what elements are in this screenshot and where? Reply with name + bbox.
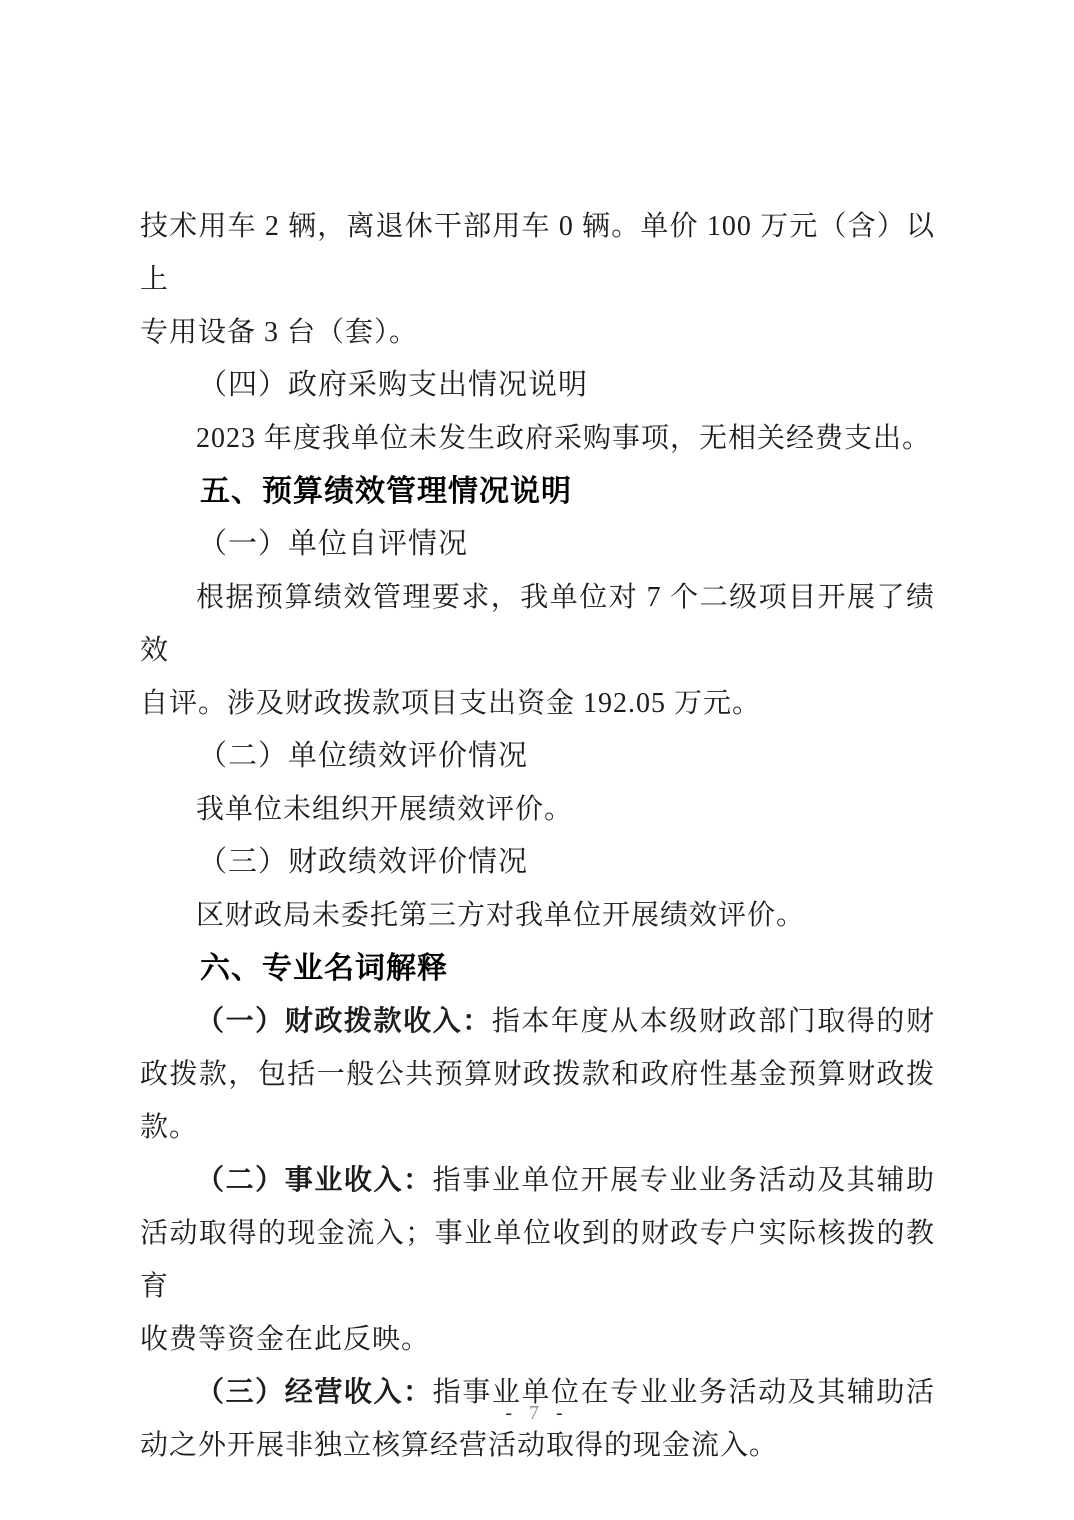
term-definition-line bbox=[140, 1154, 935, 1207]
term-definition-text: 指事业单位开展专业业务活动及其辅助 bbox=[432, 1165, 935, 1196]
body-line: 活动取得的现金流入；事业单位收到的财政专户实际核拨的教育 bbox=[140, 1218, 935, 1302]
body-line: 技术用车 2 辆，离退休干部用车 0 辆。单价 100 万元（含）以上 bbox=[140, 211, 935, 295]
page-number-dash-left: - bbox=[505, 1402, 518, 1424]
subsection-heading-one: （一）单位自评情况 bbox=[198, 528, 469, 560]
body-line: 收费等资金在此反映。 bbox=[140, 1324, 431, 1355]
section-heading-six: 六、专业名词解释 bbox=[200, 952, 448, 985]
body-line: 我单位未组织开展绩效评价。 bbox=[196, 794, 574, 825]
body-line: 款。 bbox=[140, 1112, 199, 1143]
body-line: 区财政局未委托第三方对我单位开展绩效评价。 bbox=[196, 900, 806, 931]
body-line: 根据预算绩效管理要求，我单位对 7 个二级项目开展了绩效 bbox=[140, 582, 935, 666]
term-definition-line bbox=[140, 995, 935, 1048]
subsection-heading-four: （四）政府采购支出情况说明 bbox=[198, 369, 589, 401]
term-label: （二）事业收入： bbox=[196, 1165, 433, 1196]
term-definition-text: 指本年度从本级财政部门取得的财 bbox=[491, 1006, 935, 1037]
term-label: （三）经营收入： bbox=[196, 1377, 433, 1408]
page-number-value: 7 bbox=[529, 1402, 545, 1424]
body-line: 动之外开展非独立核算经营活动取得的现金流入。 bbox=[140, 1430, 779, 1461]
page-number-dash-right: - bbox=[556, 1402, 569, 1424]
term-definition-text: 指事业单位在专业业务活动及其辅助活 bbox=[432, 1377, 935, 1408]
body-line: 自评。涉及财政拨款项目支出资金 192.05 万元。 bbox=[140, 688, 762, 719]
body-line: 专用设备 3 台（套）。 bbox=[140, 317, 419, 348]
term-label: （一）财政拨款收入： bbox=[196, 1006, 492, 1037]
section-heading-five: 五、预算绩效管理情况说明 bbox=[200, 475, 572, 508]
document-body bbox=[140, 200, 935, 1472]
subsection-heading-two: （二）单位绩效评价情况 bbox=[198, 740, 529, 772]
page-number bbox=[0, 1402, 1074, 1425]
subsection-heading-three: （三）财政绩效评价情况 bbox=[198, 846, 529, 878]
body-line: 2023 年度我单位未发生政府采购事项，无相关经费支出。 bbox=[196, 423, 932, 454]
body-line: 政拨款，包括一般公共预算财政拨款和政府性基金预算财政拨 bbox=[140, 1059, 935, 1090]
